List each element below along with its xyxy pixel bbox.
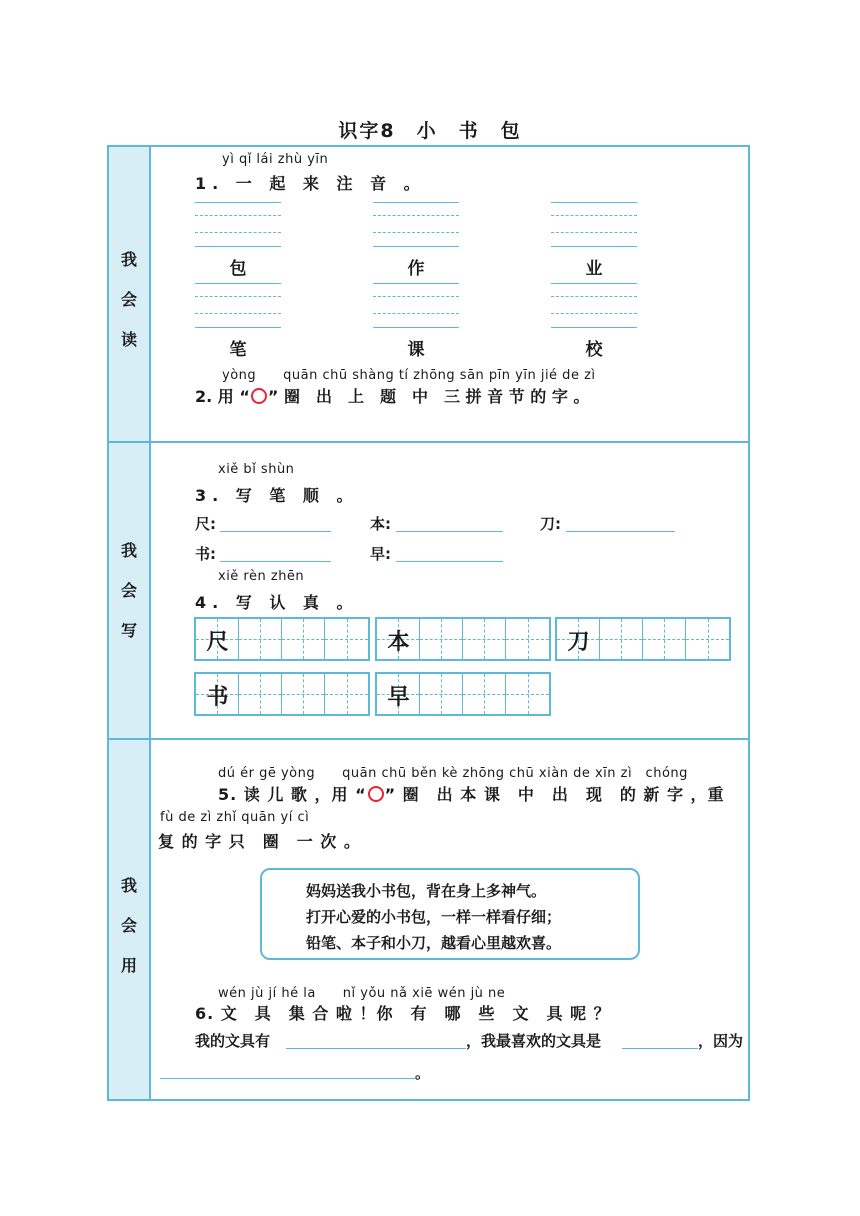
pinyin-writing-line[interactable] [551, 283, 637, 327]
grid-model-char: 书 [206, 685, 229, 710]
q3-pinyin: xiě bǐ shùn [218, 462, 295, 477]
sentence-because: ，因为 [698, 1032, 744, 1050]
q1-char: 校 [585, 340, 603, 360]
tianzi-grid[interactable] [375, 617, 551, 661]
section-label: 我 [120, 250, 137, 269]
pinyin-writing-line[interactable] [195, 283, 281, 327]
section-label: 我 [120, 876, 137, 895]
section-label: 读 [120, 330, 137, 349]
stroke-order-label: 尺: [195, 515, 217, 533]
q2-text: 2. 用 “ ” 圈 出 上 题 中 三 拼 音 节 的 字 。 [195, 387, 590, 406]
section-use [109, 739, 151, 1099]
pinyin-writing-line[interactable] [373, 202, 459, 246]
stroke-order-blank[interactable] [220, 560, 331, 562]
q1-char: 包 [229, 259, 247, 279]
q5-pinyin: dú ér gē yòng quān chū běn kè zhōng chū xiàn de xīn zì chóng [218, 766, 688, 781]
q5-text-2: 复 的 字 只 圈 一 次 。 [158, 832, 361, 851]
grid-model-char: 尺 [206, 630, 229, 655]
tianzi-grid[interactable] [194, 672, 370, 716]
q1-char: 作 [407, 259, 425, 279]
sentence-middle: ，我最喜欢的文具是 [466, 1032, 602, 1050]
stroke-order-blank[interactable] [396, 560, 503, 562]
section-label: 用 [120, 956, 137, 975]
page-title: 识字8 小 书 包 [338, 120, 522, 142]
section-label: 会 [120, 916, 137, 935]
q1-char: 笔 [229, 340, 247, 360]
q2-pinyin: yòng quān chū shàng tí zhōng sān pīn yīn jié de zì [222, 368, 596, 383]
section-write [109, 442, 151, 739]
nursery-rhyme-box [260, 868, 640, 960]
fill-blank[interactable] [286, 1047, 466, 1049]
poem-line: 妈妈送我小书包，背在身上多神气。 [306, 882, 547, 900]
circle-icon [368, 786, 384, 802]
q4-pinyin: xiě rèn zhēn [218, 569, 305, 584]
fill-blank[interactable] [160, 1077, 415, 1079]
q4-text: 4. 写 认 真 。 [195, 593, 359, 612]
stroke-order-label: 书: [195, 545, 217, 563]
q1-text: 1. 一 起 来 注 音 。 [195, 174, 426, 193]
q5-pinyin-2: fù de zì zhǐ quān yí cì [160, 810, 310, 825]
tianzi-grid[interactable] [194, 617, 370, 661]
sentence-start: 我的文具有 [195, 1032, 271, 1050]
section-label: 会 [120, 290, 137, 309]
section-label: 我 [120, 541, 137, 560]
pinyin-writing-line[interactable] [373, 283, 459, 327]
pinyin-writing-line[interactable] [195, 202, 281, 246]
section-divider [109, 441, 748, 443]
sentence-end: 。 [415, 1064, 431, 1082]
circle-icon [251, 388, 267, 404]
poem-line: 铅笔、本子和小刀，越看心里越欢喜。 [306, 934, 562, 952]
q1-pinyin: yì qǐ lái zhù yīn [222, 152, 329, 167]
q1-char: 课 [407, 340, 425, 360]
grid-model-char: 早 [387, 685, 410, 710]
q6-pinyin: wén jù jí hé la nǐ yǒu nǎ xiē wén jù ne [218, 986, 506, 1001]
fill-blank[interactable] [622, 1047, 698, 1049]
pinyin-writing-line[interactable] [551, 202, 637, 246]
stroke-order-label: 本: [370, 515, 392, 533]
q1-char: 业 [585, 259, 603, 279]
stroke-order-blank[interactable] [220, 530, 331, 532]
poem-line: 打开心爱的小书包，一样一样看仔细； [306, 908, 562, 926]
section-label: 写 [120, 621, 137, 640]
tianzi-grid[interactable] [555, 617, 731, 661]
grid-model-char: 本 [387, 630, 410, 655]
q6-text: 6. 文 具 集 合 啦 ！你 有 哪 些 文 具 呢 ？ [195, 1004, 611, 1023]
section-label: 会 [120, 581, 137, 600]
tianzi-grid[interactable] [375, 672, 551, 716]
stroke-order-blank[interactable] [396, 530, 503, 532]
stroke-order-label: 刀: [540, 515, 562, 533]
q5-text: 5. 读 儿 歌 ，用 “ ” 圈 出 本 课 中 出 现 的 新 字 ，重 [218, 785, 725, 804]
section-divider [109, 738, 748, 740]
stroke-order-blank[interactable] [566, 530, 675, 532]
grid-model-char: 刀 [567, 630, 590, 655]
q3-text: 3. 写 笔 顺 。 [195, 486, 359, 505]
section-read [109, 147, 151, 442]
stroke-order-label: 早: [370, 545, 392, 563]
